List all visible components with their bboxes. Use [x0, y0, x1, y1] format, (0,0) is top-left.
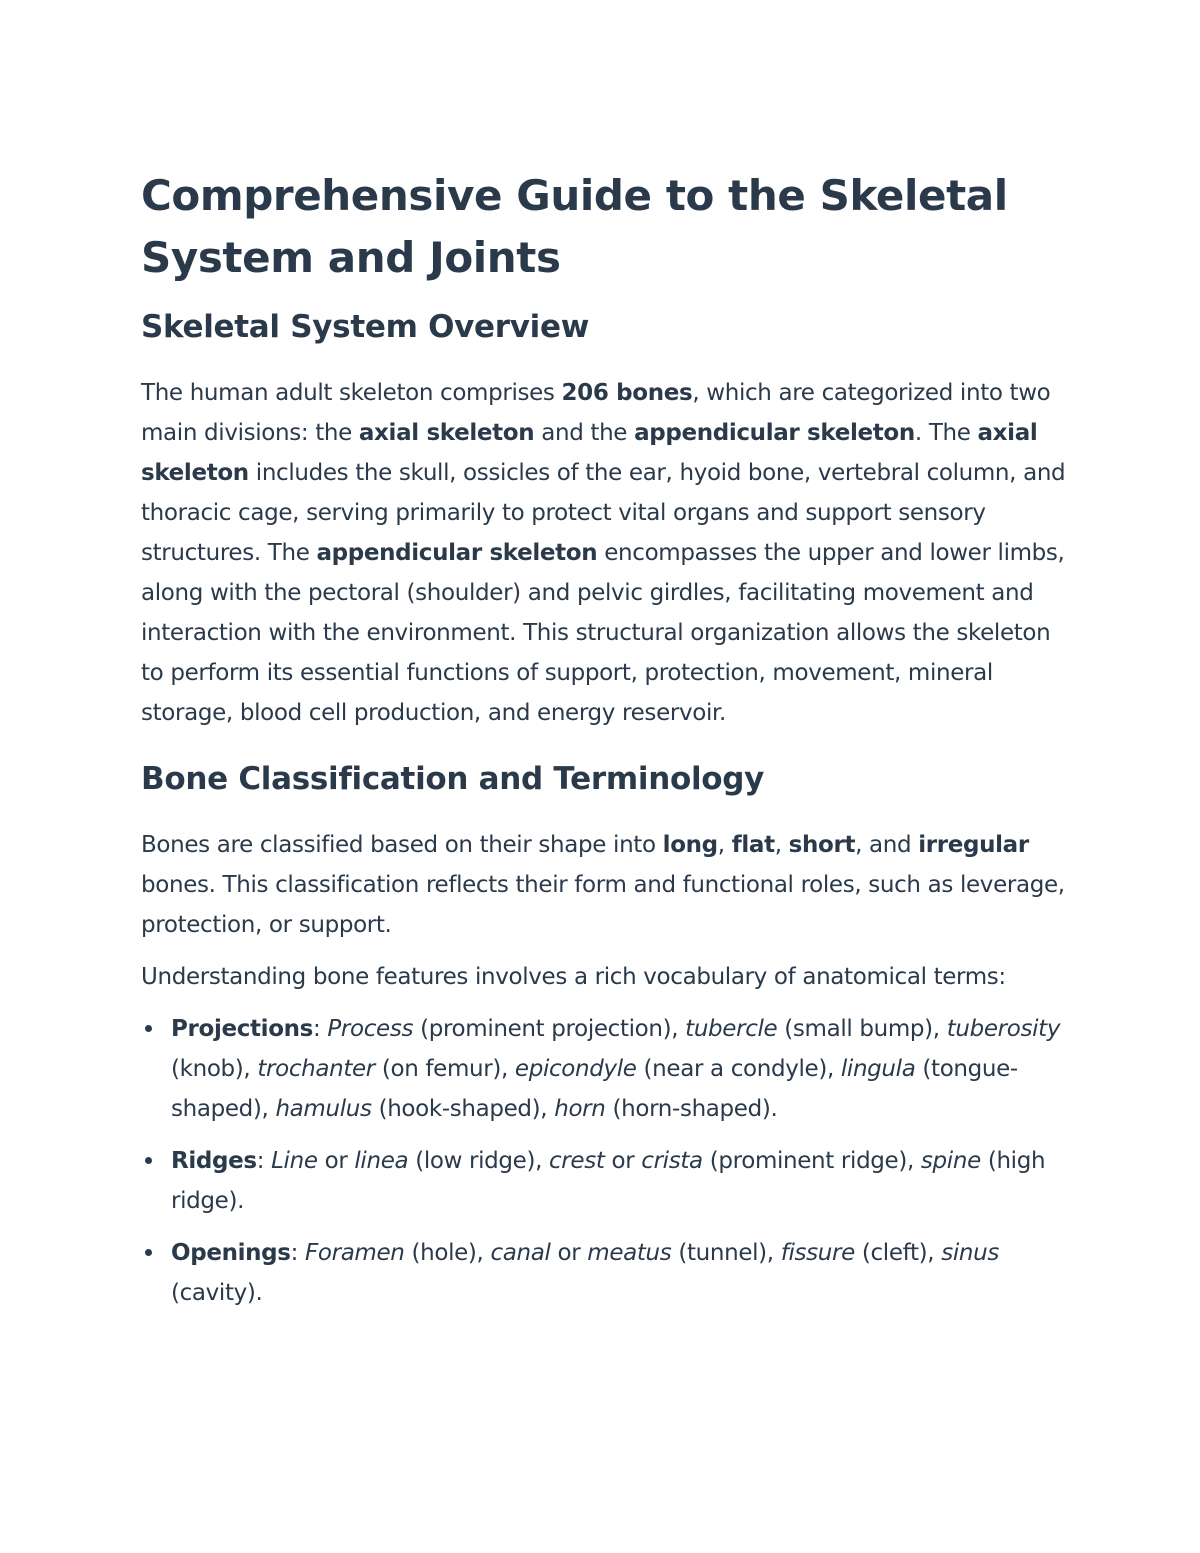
- text-run: The human adult skeleton comprises: [141, 380, 562, 406]
- italic-term: fissure: [780, 1240, 855, 1266]
- text-run: (tongue-shaped),: [171, 1056, 1018, 1122]
- text-run: (high ridge).: [171, 1148, 1046, 1214]
- italic-term: meatus: [587, 1240, 672, 1266]
- text-run: or: [317, 1148, 355, 1174]
- italic-term: Process: [327, 1016, 414, 1042]
- bold-term: 206 bones: [561, 380, 693, 406]
- bold-term: flat: [731, 832, 775, 858]
- text-run: ,: [717, 832, 732, 858]
- section-heading-skeletal-overview: Skeletal System Overview: [141, 309, 590, 345]
- text-run: (prominent projection),: [413, 1016, 686, 1042]
- text-run: or: [550, 1240, 588, 1266]
- list-item-label: Openings: [171, 1240, 291, 1266]
- text-run: and the: [534, 420, 635, 446]
- text-run: (horn-shaped).: [605, 1096, 778, 1122]
- text-run: (low ridge),: [408, 1148, 550, 1174]
- text-run: (cavity).: [171, 1280, 263, 1306]
- italic-term: tuberosity: [946, 1016, 1061, 1042]
- text-run: :: [290, 1240, 305, 1266]
- italic-term: crest: [549, 1148, 605, 1174]
- bold-term: irregular: [918, 832, 1029, 858]
- text-run: (tunnel),: [671, 1240, 781, 1266]
- text-run: :: [256, 1148, 272, 1174]
- italic-term: trochanter: [257, 1056, 375, 1082]
- text-run: bones. This classification reflects their form and functional roles, such as leverage, protection, or support.: [141, 872, 1065, 938]
- text-run: includes the skull, ossicles of the ear, hyoid bone, vertebral column, and thoracic cage, serving primarily to protect vital organs and support sensory structures. The: [141, 460, 1066, 566]
- bold-term: long: [662, 832, 718, 858]
- italic-term: sinus: [941, 1240, 999, 1266]
- italic-term: epicondyle: [514, 1056, 637, 1082]
- text-run: (near a condyle),: [636, 1056, 841, 1082]
- list-item-openings: [141, 1233, 1071, 1313]
- paragraph-skeletal-overview: [141, 373, 1071, 733]
- bold-term: short: [788, 832, 856, 858]
- italic-term: crista: [641, 1148, 703, 1174]
- bold-term: axial skeleton: [358, 420, 535, 446]
- bullet-icon: [145, 1157, 152, 1164]
- italic-term: spine: [920, 1148, 981, 1174]
- bold-term: appendicular skeleton: [634, 420, 915, 446]
- text-run: (hole),: [404, 1240, 491, 1266]
- text-run: (on femur),: [374, 1056, 515, 1082]
- italic-term: Line: [271, 1148, 318, 1174]
- list-item-projections: [141, 1009, 1071, 1129]
- italic-term: lingula: [840, 1056, 916, 1082]
- bullet-icon: [145, 1249, 152, 1256]
- italic-term: linea: [354, 1148, 409, 1174]
- terminology-list: [141, 1009, 1071, 1313]
- page-title: Comprehensive Guide to the Skeletal System and Joints: [141, 171, 1008, 282]
- text-run: :: [313, 1016, 328, 1042]
- text-run: ,: [774, 832, 789, 858]
- bold-term: appendicular skeleton: [316, 540, 598, 566]
- italic-term: Foramen: [304, 1240, 405, 1266]
- section-heading-bone-classification: Bone Classification and Terminology: [141, 761, 765, 797]
- text-run: Bones are classified based on their shape into: [141, 832, 663, 858]
- text-run: , and: [855, 832, 919, 858]
- text-run: encompasses the upper and lower limbs, along with the pectoral (shoulder) and pelvic girdles, facilitating movement and interaction with the environment. This structural organization allows the skeleton to perform its essential functions of support, protection, movement, mineral storage, blood cell production, and energy reservoir.: [141, 540, 1065, 726]
- italic-term: hamulus: [275, 1096, 372, 1122]
- text-run: (knob),: [171, 1056, 258, 1082]
- italic-term: tubercle: [685, 1016, 778, 1042]
- text-run: . The: [914, 420, 978, 446]
- document-page: [141, 165, 1071, 1325]
- text-run: (cleft),: [854, 1240, 942, 1266]
- paragraph-terminology-intro: Understanding bone features involves a rich vocabulary of anatomical terms:: [141, 964, 1006, 990]
- paragraph-bone-classification: [141, 825, 1071, 945]
- text-run: or: [604, 1148, 642, 1174]
- list-item-ridges: [141, 1141, 1071, 1221]
- italic-term: horn: [554, 1096, 606, 1122]
- text-run: (small bump),: [777, 1016, 947, 1042]
- bullet-icon: [145, 1025, 152, 1032]
- text-run: (hook-shaped),: [371, 1096, 555, 1122]
- list-item-label: Projections: [171, 1016, 314, 1042]
- italic-term: canal: [490, 1240, 551, 1266]
- text-run: , which are categorized into two main divisions: the: [141, 380, 1051, 446]
- list-item-label: Ridges: [171, 1148, 257, 1174]
- bold-term: axial skeleton: [141, 420, 1038, 486]
- text-run: (prominent ridge),: [702, 1148, 921, 1174]
